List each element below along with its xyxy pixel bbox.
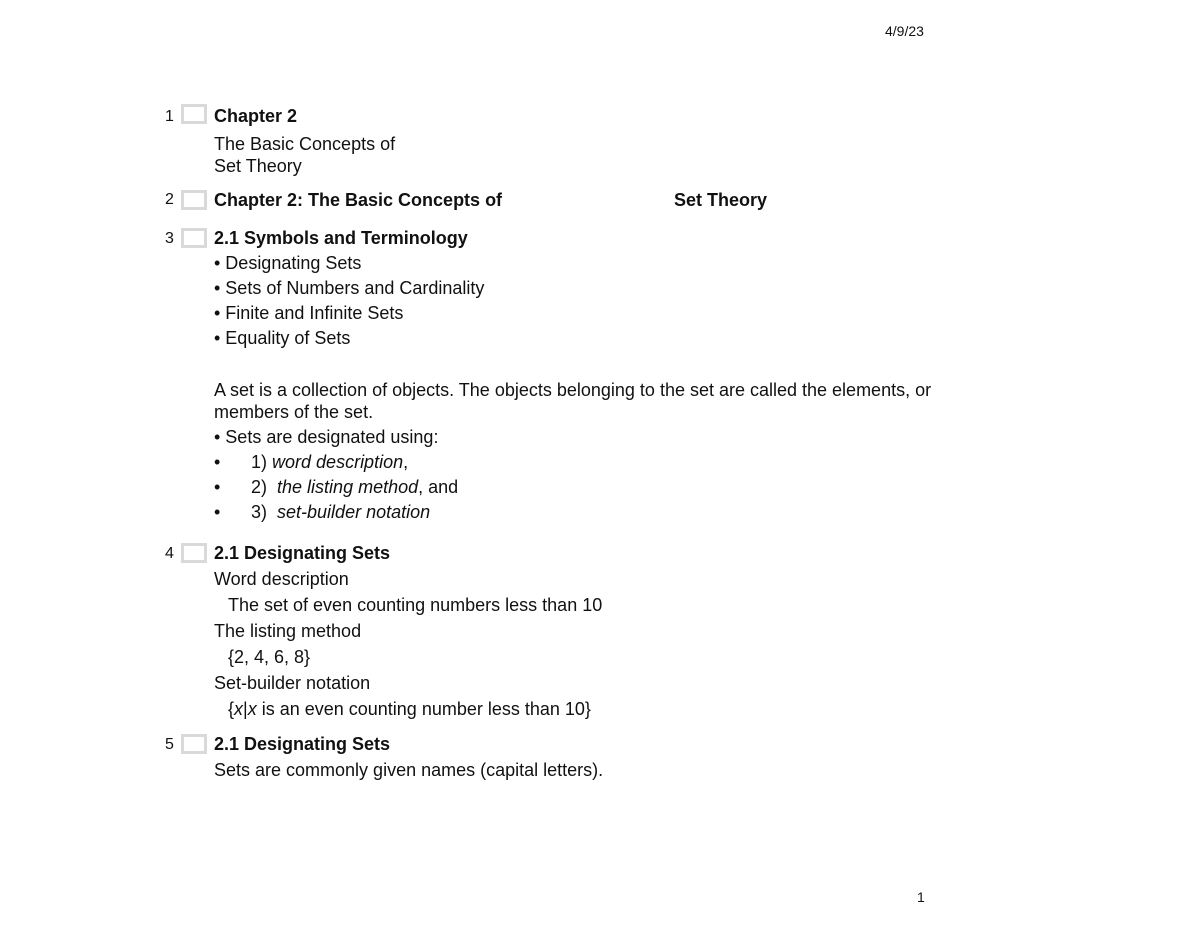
slide-thumbnail (181, 190, 207, 210)
method-suffix: , (403, 452, 409, 472)
variable: x (234, 699, 244, 719)
separator: | (243, 699, 248, 719)
header-date: 4/9/23 (885, 23, 924, 39)
method-item (214, 450, 931, 475)
section-label: Set-builder notation (214, 673, 371, 693)
slide-title: 2.1 Symbols and Terminology (214, 228, 468, 248)
slide-number: 4 (165, 545, 174, 562)
slide-number: 1 (165, 108, 174, 125)
slide-thumbnail (181, 228, 207, 248)
bullet: • (214, 477, 221, 497)
subtitle-line: Set Theory (214, 156, 302, 176)
method-number: 1) (251, 452, 268, 472)
list-item: • Finite and Infinite Sets (214, 303, 404, 323)
method-number: 3) (251, 502, 268, 522)
slide-number: 2 (165, 191, 174, 208)
bullet: • (214, 502, 221, 522)
slide-number: 5 (165, 736, 174, 753)
method-text: the listing method (277, 477, 419, 497)
list-item: • Sets are designated using: (214, 427, 439, 447)
method-item (214, 500, 931, 525)
brace: { (228, 699, 235, 719)
slide-thumbnail (181, 543, 207, 563)
paragraph-line: members of the set. (214, 402, 374, 422)
slide-title-right: Set Theory (674, 190, 768, 210)
slide-title: 2.1 Designating Sets (214, 543, 391, 563)
method-number: 2) (251, 477, 268, 497)
section-label: The listing method (214, 621, 362, 641)
section-value (214, 697, 602, 722)
slide-thumbnail (181, 104, 207, 124)
method-text: word description (272, 452, 404, 472)
variable: x (247, 699, 257, 719)
page-number: 1 (917, 889, 925, 905)
slide-title: 2.1 Designating Sets (214, 734, 391, 754)
method-item (214, 475, 931, 500)
body-line: Sets are commonly given names (capital letters). (214, 760, 604, 780)
slide-title-left: Chapter 2: The Basic Concepts of (214, 190, 503, 210)
list-item: • Designating Sets (214, 253, 362, 273)
slide-number: 3 (165, 230, 174, 247)
section-value: {2, 4, 6, 8} (228, 647, 311, 667)
section-label: Word description (214, 569, 349, 589)
section-value: The set of even counting numbers less than 10 (228, 595, 603, 615)
method-suffix: , and (418, 477, 459, 497)
list-item: • Equality of Sets (214, 328, 351, 348)
paragraph-line: A set is a collection of objects. The objects belonging to the set are called the elements, or (214, 380, 932, 400)
set-condition: is an even counting number less than 10} (256, 699, 591, 719)
bullet: • (214, 452, 221, 472)
slide-title: Chapter 2 (214, 106, 298, 126)
list-item: • Sets of Numbers and Cardinality (214, 278, 485, 298)
method-text: set-builder notation (277, 502, 431, 522)
subtitle-line: The Basic Concepts of (214, 134, 396, 154)
slide-thumbnail (181, 734, 207, 754)
